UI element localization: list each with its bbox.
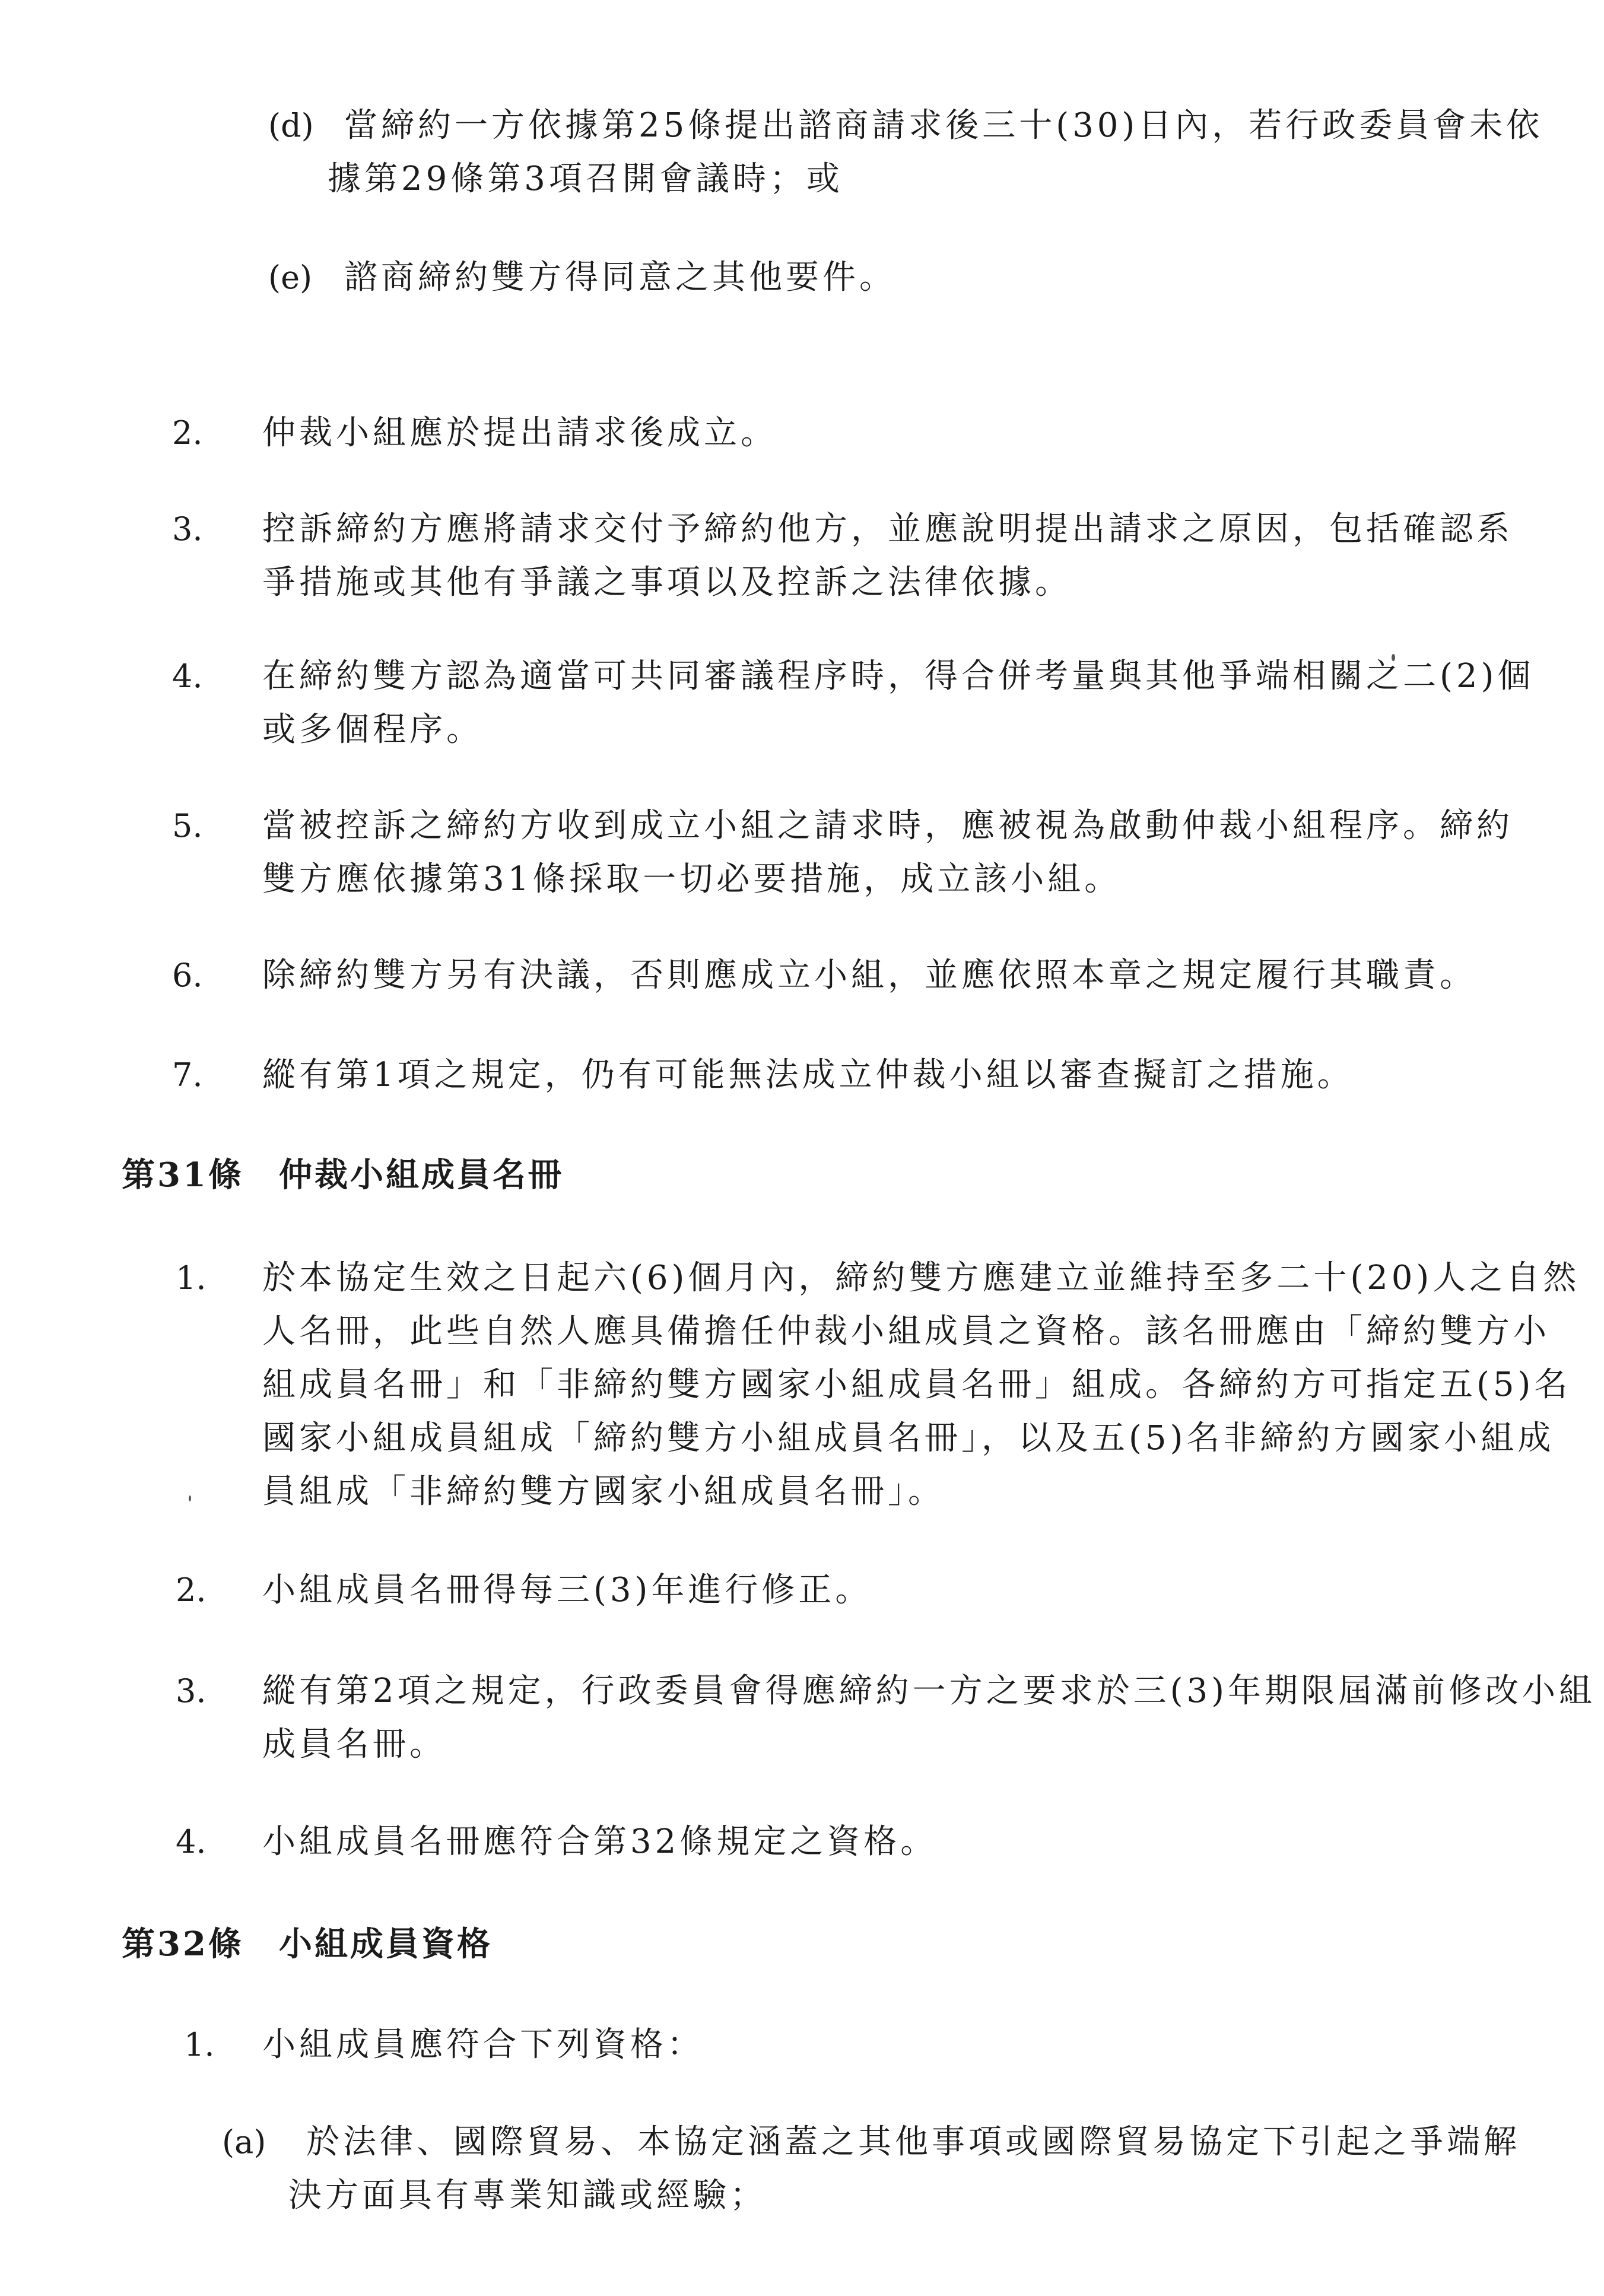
para-4-line-2: 或多個程序。 bbox=[262, 710, 483, 749]
art32-item-a-label: (a) bbox=[222, 2123, 266, 2161]
para-6-number: 6. bbox=[172, 957, 203, 994]
article-31-number: 第31條 bbox=[122, 1155, 244, 1195]
art32-item-a-line-2: 決方面具有專業知識或經驗； bbox=[288, 2176, 767, 2215]
scan-speck bbox=[189, 1495, 191, 1501]
item-e-line-1: 諮商締約雙方得同意之其他要件。 bbox=[344, 258, 896, 297]
para-3-line-1: 控訴締約方應將請求交付予締約他方，並應說明提出請求之原因，包括確認系 bbox=[262, 510, 1513, 548]
item-d-line-2: 據第29條第3項召開會議時；或 bbox=[328, 160, 843, 198]
art31-para-3-number: 3. bbox=[176, 1672, 207, 1710]
para-4-line-1: 在締約雙方認為適當可共同審議程序時，得合併考量與其他爭端相關之二(2)個 bbox=[262, 657, 1535, 696]
article-32-number: 第32條 bbox=[122, 1925, 244, 1964]
art31-para-1-line-1: 於本協定生效之日起六(6)個月內，締約雙方應建立並維持至多二十(20)人之自然 bbox=[262, 1259, 1580, 1297]
para-2-number: 2. bbox=[172, 414, 203, 452]
art31-para-4-line-1: 小組成員名冊應符合第32條規定之資格。 bbox=[262, 1822, 938, 1861]
item-label-d: (d) bbox=[268, 107, 314, 144]
art31-para-1-line-5: 員組成「非締約雙方國家小組成員名冊」。 bbox=[262, 1472, 945, 1511]
article-31-title: 仲裁小組成員名冊 bbox=[279, 1155, 564, 1195]
art32-item-a-line-1: 於法律、國際貿易、本協定涵蓋之其他事項或國際貿易協定下引起之爭端解 bbox=[306, 2123, 1520, 2161]
para-3-number: 3. bbox=[172, 510, 203, 548]
article-32-title: 小組成員資格 bbox=[279, 1925, 493, 1964]
para-7-line-1: 縱有第1項之規定，仍有可能無法成立仲裁小組以審查擬訂之措施。 bbox=[262, 1056, 1354, 1094]
art31-para-4-number: 4. bbox=[176, 1823, 207, 1860]
art31-para-1-line-3: 組成員名冊」和「非締約雙方國家小組成員名冊」組成。各締約方可指定五(5)名 bbox=[262, 1365, 1571, 1404]
art31-para-2-line-1: 小組成員名冊得每三(3)年進行修正。 bbox=[262, 1571, 872, 1609]
item-d-line-1: 當締約一方依據第25條提出諮商請求後三十(30)日內，若行政委員會未依 bbox=[344, 106, 1543, 145]
para-6-line-1: 除締約雙方另有決議，否則應成立小組，並應依照本章之規定履行其職責。 bbox=[262, 956, 1476, 995]
para-5-line-2: 雙方應依據第31條採取一切必要措施，成立該小組。 bbox=[262, 860, 1122, 898]
art31-para-1-line-4: 國家小組成員組成「締約雙方小組成員名冊」，以及五(5)名非締約方國家小組成 bbox=[262, 1419, 1555, 1457]
para-5-number: 5. bbox=[172, 807, 203, 844]
para-4-number: 4. bbox=[172, 658, 203, 695]
art31-para-1-number: 1. bbox=[176, 1259, 207, 1297]
art31-para-3-line-2: 成員名冊。 bbox=[262, 1725, 446, 1764]
art31-para-2-number: 2. bbox=[176, 1571, 207, 1609]
art32-para-1-number: 1. bbox=[184, 2026, 215, 2063]
art31-para-1-line-2: 人名冊，此些自然人應具備擔任仲裁小組成員之資格。該名冊應由「締約雙方小 bbox=[262, 1312, 1550, 1351]
art31-para-3-line-1: 縱有第2項之規定，行政委員會得應締約一方之要求於三(3)年期限屆滿前修改小組 bbox=[262, 1672, 1596, 1710]
para-7-number: 7. bbox=[172, 1056, 203, 1094]
item-label-e: (e) bbox=[268, 259, 313, 296]
art32-para-1-line-1: 小組成員應符合下列資格： bbox=[262, 2025, 704, 2064]
para-3-line-2: 爭措施或其他有爭議之事項以及控訴之法律依據。 bbox=[262, 563, 1072, 602]
para-2-line-1: 仲裁小組應於提出請求後成立。 bbox=[262, 414, 777, 452]
para-5-line-1: 當被控訴之締約方收到成立小組之請求時，應被視為啟動仲裁小組程序。締約 bbox=[262, 806, 1513, 845]
